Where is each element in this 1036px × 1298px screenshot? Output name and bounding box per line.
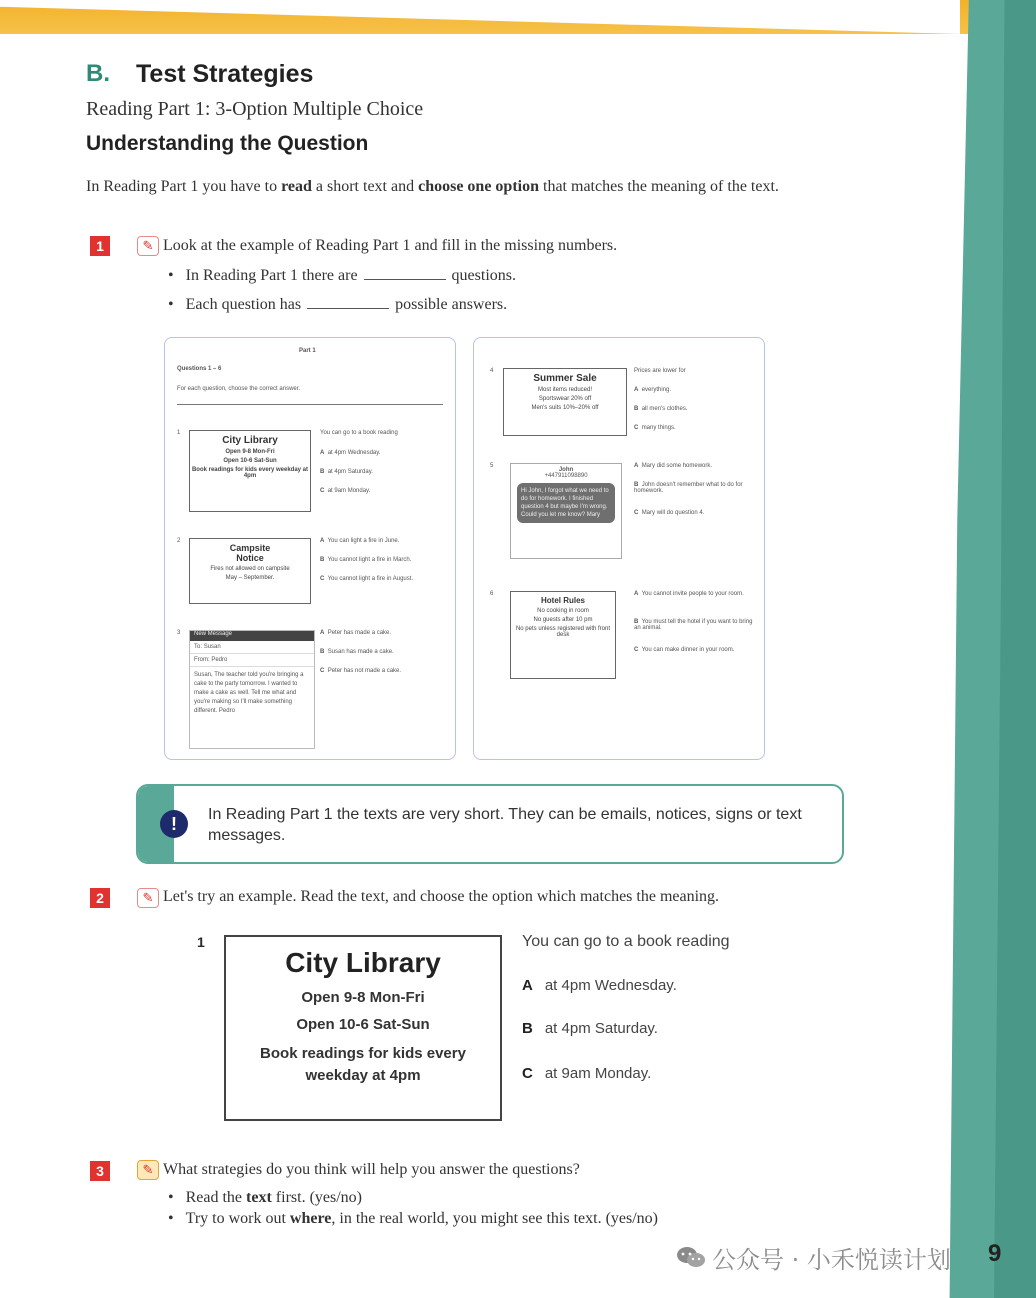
example-q6-option-a-text: You cannot invite people to your room.	[641, 591, 744, 597]
example-q6-option-b: B You must tell the hotel if you want to bring an animal.	[634, 619, 753, 631]
city-library-sign-line-1: Open 9-8 Mon-Fri	[301, 989, 425, 1006]
example-q6-option-c-text: You can make dinner in your room.	[641, 647, 735, 653]
task2-instruction: Let's try an example. Read the text, and choose the option which matches the meaning.	[163, 888, 720, 905]
option-text: at 4pm Wednesday.	[544, 977, 677, 994]
option-letter: A	[522, 977, 533, 994]
example-q6-number: 6	[490, 591, 494, 597]
task2-number-badge: 2	[90, 888, 110, 908]
example-q5-option-a: A Mary did some homework.	[634, 463, 713, 469]
from-label: From:	[194, 657, 210, 663]
example-q6-sign-line: No pets unless registered with front desk	[515, 626, 611, 638]
task2-prompt: You can go to a book reading	[522, 933, 730, 950]
tip-box	[136, 784, 844, 864]
example-q6-sign-title: Hotel Rules	[540, 596, 585, 605]
task3-bullet-2: • Try to work out where, in the real world, you might see this text. (yes/no)	[168, 1210, 658, 1227]
example-q4-option-a-text: everything.	[641, 387, 672, 393]
section-heading	[86, 132, 368, 156]
example-q3-from	[190, 654, 314, 667]
example-q4-option-c: C many things.	[634, 425, 676, 431]
section-subtitle: Reading Part 1: 3-Option Multiple Choice	[86, 98, 424, 120]
example-q1-sign-line: Book readings for kids every weekday at 4pm	[191, 467, 309, 479]
example-q1-option-a-text: at 4pm Wednesday.	[327, 450, 381, 456]
example-q4-option-b-text: all men's clothes.	[641, 406, 688, 412]
example-q1-sign-line: Open 9-8 Mon-Fri	[225, 449, 275, 455]
example-q3-email	[189, 630, 315, 749]
divider	[177, 404, 443, 405]
answer-blank-2[interactable]	[307, 308, 389, 309]
example-q2-option-a-text: You can light a fire in June.	[327, 538, 400, 544]
example-q4-option-a: A everything.	[634, 387, 672, 393]
example-q1-prompt: You can go to a book reading	[320, 430, 398, 436]
intro-text-3: that matches the meaning of the text.	[539, 178, 779, 195]
pencil-icon: ✎	[137, 888, 159, 908]
task3-bullet2-a: Try to work out	[185, 1210, 290, 1227]
example-q4-sign-title: Summer Sale	[533, 373, 597, 384]
example-q1-option-b-text: at 4pm Saturday.	[327, 469, 373, 475]
example-q4-prompt: Prices are lower for	[634, 368, 686, 374]
task3-instruction: What strategies do you think will help you answer the questions?	[163, 1161, 580, 1178]
example-q3-to	[190, 641, 314, 654]
option-letter: B	[522, 1020, 533, 1037]
intro-bold-1: read	[281, 178, 312, 195]
example-q3-option-b: B Susan has made a cake.	[320, 649, 394, 655]
task1-bullet1-before: In Reading Part 1 there are	[185, 267, 358, 284]
to-value: Susan	[203, 644, 221, 650]
task1-bullet2-after: possible answers.	[395, 296, 508, 313]
intro-paragraph	[86, 176, 826, 197]
example-q5-option-c-text: Mary will do question 4.	[641, 510, 705, 516]
page-number: 9	[988, 1240, 1002, 1267]
example-q2-option-c-text: You cannot light a fire in August.	[327, 576, 414, 582]
example-q3-number: 3	[177, 630, 181, 636]
option-letter: C	[522, 1065, 533, 1082]
task3-bullet2-b: , in the real world, you might see this text. (yes/no)	[331, 1210, 658, 1227]
example-q4-number: 4	[490, 368, 494, 374]
task3-number-badge: 3	[90, 1161, 110, 1181]
task3-bullet1-bold: text	[246, 1189, 272, 1206]
example-q3-option-a-text: Peter has made a cake.	[327, 630, 392, 636]
example-q3-option-c: C Peter has not made a cake.	[320, 668, 402, 674]
answer-blank-1[interactable]	[364, 279, 446, 280]
example-q6-sign-line: No guests after 10 pm	[533, 617, 593, 623]
example-q6-option-a: A You cannot invite people to your room.	[634, 591, 744, 597]
example-q2-option-b: B You cannot light a fire in March.	[320, 557, 412, 563]
pencil-icon: ✎	[137, 1160, 159, 1180]
watermark-text: 公众号 · 小禾悦读计划	[712, 1246, 951, 1274]
intro-text-1: In Reading Part 1 you have to	[86, 178, 282, 195]
section-title: Test Strategies	[136, 60, 314, 88]
example-q4-sign-line: Sportswear 20% off	[538, 396, 592, 402]
task1-instruction: Look at the example of Reading Part 1 and fill in the missing numbers.	[163, 237, 618, 254]
example-q6-sign	[510, 591, 616, 679]
wechat-icon	[676, 1246, 706, 1268]
city-library-sign-line-3: Book readings for kids every weekday at 4pm	[260, 1045, 466, 1084]
example-panel-right	[473, 337, 765, 760]
task2-option-c[interactable]	[522, 1065, 651, 1083]
exclamation-icon: !	[160, 810, 188, 838]
example-q6-sign-line: No cooking in room	[537, 608, 589, 614]
example-q3-body: Susan, The teacher told you're bringing a cake to the party tomorrow. I wanted to make a cake as well. Tell me what and you're making so I'll make something different. Pedro	[194, 672, 304, 714]
example-q5-option-b: B John doesn't remember what to do for homework.	[634, 482, 743, 494]
pencil-icon: ✎	[137, 236, 159, 256]
example-q1-option-b: B at 4pm Saturday.	[320, 469, 373, 475]
intro-bold-2: choose one option	[418, 178, 539, 195]
task2-option-a[interactable]	[522, 977, 677, 995]
example-q5-phone	[510, 463, 622, 559]
example-q2-number: 2	[177, 538, 181, 544]
example-q1-option-c-text: at 9am Monday.	[327, 488, 371, 494]
example-q3-option-a: A Peter has made a cake.	[320, 630, 392, 636]
example-q2-option-a: A You can light a fire in June.	[320, 538, 400, 544]
example-q5-option-b-text: John doesn't remember what to do for homework.	[634, 482, 743, 494]
example-part-label: Part 1	[299, 348, 316, 354]
task3-bullet2-bold: where	[289, 1210, 332, 1227]
example-q4-sign-line: Most items reduced!	[537, 387, 593, 393]
example-q1-sign-line: Open 10-6 Sat-Sun	[223, 458, 277, 464]
example-q5-number: 5	[490, 463, 494, 469]
example-q2-sign-line: May – September.	[225, 575, 275, 581]
example-q1-sign-title: City Library	[222, 435, 278, 446]
intro-text-2: a short text and	[311, 178, 419, 195]
example-q3-option-b-text: Susan has made a cake.	[327, 649, 394, 655]
example-q5-sender: John	[558, 467, 574, 473]
example-q6-option-b-text: You must tell the hotel if you want to bring an animal.	[634, 619, 753, 631]
example-q4-option-b: B all men's clothes.	[634, 406, 688, 412]
example-q2-sign-title: Campsite Notice	[229, 543, 271, 563]
task1-bullet-1: • In Reading Part 1 there are questions.	[168, 267, 516, 284]
example-q1-option-a: A at 4pm Wednesday.	[320, 450, 381, 456]
to-label: To:	[194, 644, 203, 650]
tip-text: In Reading Part 1 the texts are very short. They can be emails, notices, signs or text messages.	[208, 806, 802, 844]
task1-bullet2-before: Each question has	[185, 296, 302, 313]
example-questions-label: Questions 1 – 6	[177, 366, 222, 372]
example-q4-option-c-text: many things.	[641, 425, 676, 431]
example-q5-phone-number: +447911098890	[544, 473, 588, 479]
example-q3-option-c-text: Peter has not made a cake.	[327, 668, 402, 674]
task2-question-number: 1	[197, 934, 205, 950]
example-q4-sign	[503, 368, 627, 436]
example-q2-sign-line: Fires not allowed on campsite	[210, 566, 290, 572]
section-letter: B.	[86, 60, 110, 87]
task3-bullet1-b: first. (yes/no)	[271, 1189, 362, 1206]
task3-bullet-1: • Read the text first. (yes/no)	[168, 1189, 362, 1206]
example-q2-option-c: C You cannot light a fire in August.	[320, 576, 414, 582]
example-instruction: For each question, choose the correct answer.	[177, 386, 301, 392]
example-panel-left	[164, 337, 456, 760]
section-heading-text: Understanding the Question	[86, 132, 369, 155]
task1-bullet1-after: questions.	[451, 267, 516, 284]
city-library-sign-title: City Library	[285, 947, 441, 978]
example-q5-option-c: C Mary will do question 4.	[634, 510, 705, 516]
from-value: Pedro	[211, 657, 228, 663]
example-q5-message: Hi John, I forgot what we need to do for homework. I finished question 4 but maybe I'm wrong. Could you let me know? Mary	[517, 483, 615, 523]
example-q2-sign	[189, 538, 311, 604]
task1-number-badge: 1	[90, 236, 110, 256]
example-q6-option-c: C You can make dinner in your room.	[634, 647, 735, 653]
example-q2-option-b-text: You cannot light a fire in March.	[327, 557, 412, 563]
city-library-sign-line-2: Open 10-6 Sat-Sun	[296, 1016, 430, 1033]
example-q5-option-a-text: Mary did some homework.	[641, 463, 713, 469]
task3-bullet1-a: Read the	[185, 1189, 247, 1206]
example-q3-email-header: New Message	[190, 631, 314, 641]
example-q1-option-c: C at 9am Monday.	[320, 488, 371, 494]
example-q4-sign-line: Men's suits 10%–20% off	[531, 405, 599, 411]
city-library-sign	[224, 935, 502, 1121]
example-q1-number: 1	[177, 430, 181, 436]
task1-bullet-2: • Each question has possible answers.	[168, 296, 508, 313]
option-text: at 9am Monday.	[544, 1065, 652, 1082]
option-text: at 4pm Saturday.	[544, 1020, 658, 1037]
example-q1-sign	[189, 430, 311, 512]
task2-option-b[interactable]	[522, 1020, 658, 1038]
